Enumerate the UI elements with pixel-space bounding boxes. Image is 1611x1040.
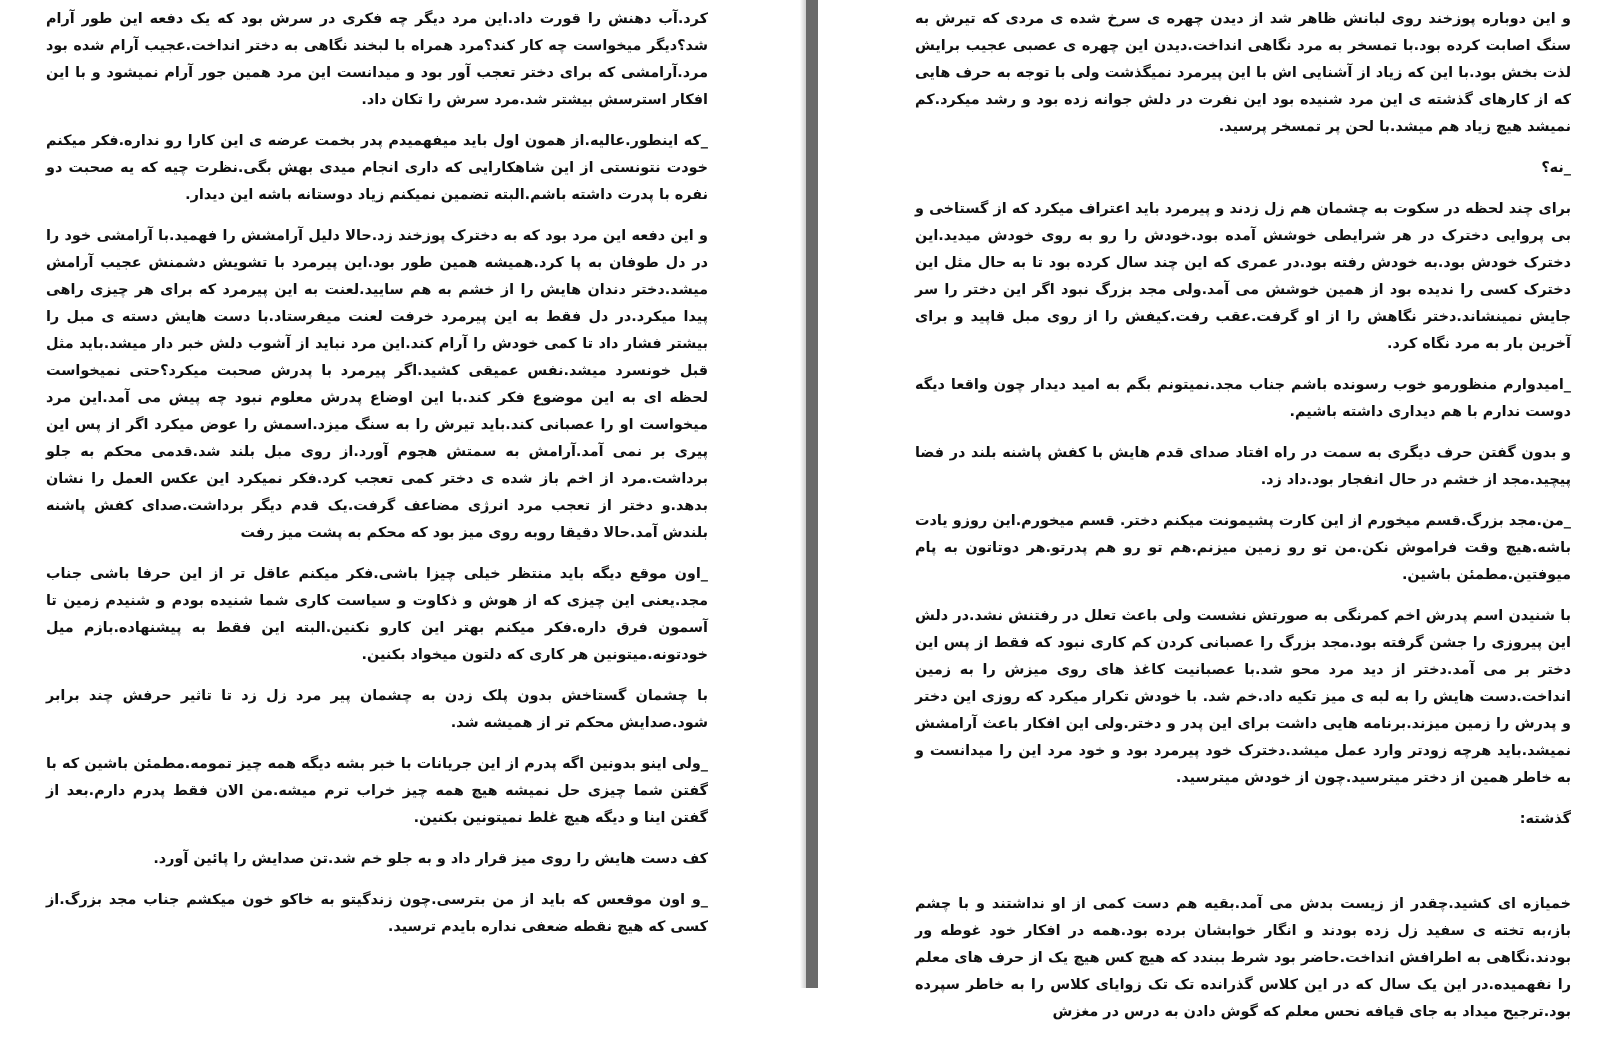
- page-divider: [806, 0, 818, 988]
- paragraph: و این دوباره پوزخند روی لبانش ظاهر شد از دیدن چهره ی سرخ شده ی مردی که تیرش به سنگ اصابت کرده بود.با تمسخر به مرد نگاهی انداخت.دیدن این چهره ی عصبی عجیب برایش لذت بخش بود.با این که زیاد از آشنایی اش با این پیرمرد نمیگذشت ولی با توجه به حرف هایی که از کارهای گذشته ی این مرد شنیده بود این نفرت در دلش جوانه زده بود و رشد میکرد.کم نمیشد هیچ زیاد هم میشد.با لحن پر تمسخر پرسید.: [915, 11, 1571, 135]
- left-page: [0, 0, 806, 988]
- right-page: [818, 0, 1611, 1020]
- paragraph: _ولی اینو بدونین اگه پدرم از این جریانات با خبر بشه دیگه همه چیز تمومه.مطمئن باشین که با گفتن شما چیزی حل نمیشه هیچ همه چیز خراب ترم میشه.من الان فقط پدرم دارم.بعد از گفتن اینا و دیگه هیچ غلط نمیتونین بکنین.: [46, 756, 708, 826]
- left-page-text: [46, 6, 708, 955]
- paragraph: _امیدوارم منظورمو خوب رسونده باشم جناب مجد.نمیتونم بگم به امید دیدار چون واقعا دیگه دوست ندارم با هم دیداری داشته باشیم.: [915, 377, 1571, 420]
- paragraph: _که اینطور.عالیه.از همون اول باید میفهمیدم پدر بخمت عرضه ی این کارا رو نداره.فکر میکنم خودت نتونستی از این شاهکارایی که داری انجام میدی بهش بگی.نظرت چیه که یه صحبت دو نفره با پدرت داشته باشم.البته تضمین نمیکنم زیاد دوستانه باشه این دیدار.: [46, 133, 708, 203]
- paragraph: _من.مجد بزرگ.قسم میخورم از این کارت پشیمونت میکنم دختر. قسم میخورم.این روزو یادت باشه.هیچ وقت فراموش نکن.من تو رو زمین میزنم.هم تو رو هم پدرتو.هر دوتاتون به پام میوفتین.مطمئن باشین.: [915, 513, 1571, 583]
- paragraph: _نه؟: [1541, 160, 1571, 176]
- paragraph: _اون موقع دیگه باید منتظر خیلی چیزا باشی.فکر میکنم عاقل تر از این حرفا باشی جناب مجد.یعنی این چیزی که از هوش و ذکاوت و سیاست کاری شما شنیده بودم و شنیدم زمین تا آسمون فرق داره.فکر میکنم بهتر این کارو نکنین.البته این فقط به پیشنهاده.بازم میل خودتونه.میتونین هر کاری که دلتون میخواد بکنین.: [46, 566, 708, 663]
- paragraph: _و اون موقعس که باید از من بترسی.چون زندگیتو به خاکو خون میکشم جناب مجد بزرگ.از کسی که هیچ نقطه ضعفی نداره بایدم ترسید.: [46, 892, 708, 935]
- right-page-text: [915, 6, 1571, 1040]
- paragraph: برای چند لحظه در سکوت به چشمان هم زل زدند و پیرمرد باید اعتراف میکرد که از گستاخی و بی پروایی دخترک در هر شرایطی خوشش آمده بود.خودش را رو به روی خودش میدید.این دخترک خودش بود.به خودش رفته بود.در عمری که این چند سال کرده بود تا به حال مثل این دخترک کسی را ندیده بود از همین خوشش می آمد.ولی مجد بزرگ نبود اگر این دختر را سر جایش نمینشاند.دختر نگاهش را از او گرفت.عقب رفت.کیفش را از روی مبل قاپید و برای آخرین بار به مرد نگاه کرد.: [915, 201, 1571, 352]
- paragraph: کرد.آب دهنش را قورت داد.این مرد دیگر چه فکری در سرش بود که یک دفعه این طور آرام شد؟دیگر میخواست چه کار کند؟مرد همراه با لبخند نگاهی به دختر انداخت.عجیب آرام شده بود مرد.آرامشی که برای دختر تعجب آور بود و میدانست این مرد همین جور آرام نمیشود و با این افکار استرسش بیشتر شد.مرد سرش را تکان داد.: [46, 11, 708, 108]
- section-heading: گذشته:: [1519, 811, 1571, 827]
- paragraph: با چشمان گستاخش بدون پلک زدن به چشمان پیر مرد زل زد تا تاثیر حرفش چند برابر شود.صدایش محکم تر از همیشه شد.: [46, 688, 708, 731]
- paragraph: کف دست هایش را روی میز قرار داد و به جلو خم شد.تن صدایش را پائین آورد.: [153, 851, 708, 867]
- paragraph: و بدون گفتن حرف دیگری به سمت در راه افتاد صدای قدم هایش با کفش پاشنه بلند در فضا پیچید.مجد از خشم در حال انفجار بود.داد زد.: [915, 445, 1571, 488]
- paragraph: خمیازه ای کشید.چقدر از زیست بدش می آمد.بقیه هم دست کمی از او نداشتند و با چشم باز،به تخته ی سفید زل زده بودند و انگار خوابشان برده بود.همه در افکار خود غوطه ور بودند.نگاهی به اطرافش انداخت.حاضر بود شرط ببندد که هیچ کس هیچ یک از حرف های معلم را نفهمیده.در این یک سال که در این کلاس گذرانده تک تک زوایای کلاس را به خاطر سپرده بود.ترجیح میداد به جای قیافه نحس معلم که گوش دادن به درس در مغزش: [915, 896, 1571, 1020]
- paragraph: با شنیدن اسم پدرش اخم کمرنگی به صورتش نشست ولی باعث تعلل در رفتنش نشد.در دلش این پیروزی را جشن گرفته بود.مجد بزرگ را عصبانی کردن کم کاری نبود که فقط از پس این دختر بر می آمد.دختر از دید مرد محو شد.با عصبانیت کاغذ های روی میزش را به زمین انداخت.دست هایش را به لبه ی میز تکیه داد.خم شد. با خودش تکرار میکرد که روزی این دختر و پدرش را زمین میزند.برنامه هایی داشت برای این پدر و دختر.ولی این افکار باعث آرامشش نمیشد.باید هرچه زودتر وارد عمل میشد.دخترک خود پیرمرد بود و خود مرد این را میدانست و به خاطر همین از دختر میترسید.چون از خودش میترسید.: [915, 608, 1571, 786]
- paragraph: و این دفعه این مرد بود که به دخترک پوزخند زد.حالا دلیل آرامشش را فهمید.با آرامشی خود را در دل طوفان به پا کرد.همیشه همین طور بود.این پیرمرد با تشویش دشمنش عجیب آرامش میشد.دختر دندان هایش را از خشم به هم سایید.لعنت به این پیرمرد که برای هر چیزی راهی پیدا میکرد.در دل فقط به این پیرمرد خرفت لعنت میفرستاد.با دست هایش دسته ی مبل را بیشتر فشار داد تا کمی خودش را آرام کند.این مرد نباید از آشوب دلش خبر دار میشد.باید مثل قبل خونسرد میشد.نفس عمیقی کشید.اگر پیرمرد با پدرش صحبت میکرد؟حتی نمیخواست لحظه ای به این موضوع فکر کند.با این اوضاع پدرش معلوم نبود چه پیش می آمد.این مرد میخواست او را عصبانی کند.باید تیرش را به سنگ میزد.اسمش را عوض میکرد اگر از پس این پیری بر نمی آمد.آرامش به سمتش هجوم آورد.از روی مبل بلند شد.قدمی محکم به جلو برداشت.مرد از اخم باز شده ی دختر کمی تعجب کرد.فکر نمیکرد این عکس العمل را نشان بدهد.و دختر از تعجب مرد انرژی مضاعف گرفت.یک قدم دیگر برداشت.صدای کفش پاشنه بلندش آمد.حالا دقیقا روبه روی میز بود که محکم به پشت میز رفت: [46, 228, 708, 541]
- section-gap: [915, 847, 1571, 891]
